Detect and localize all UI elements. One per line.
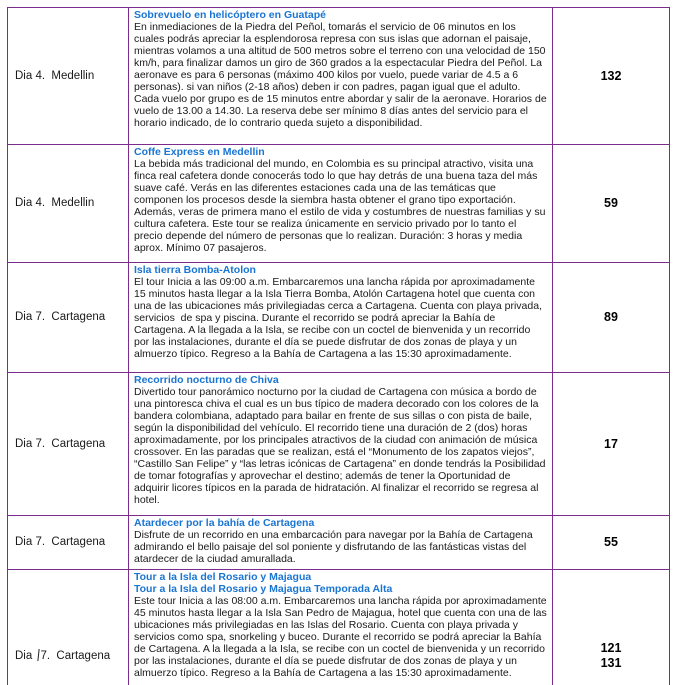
tour-description: Divertido tour panorámico nocturno por la ciudad de Cartagena con música a bordo de una pintoresca chiva el cual es un bus típico de madera decorado con los colores de la bandera colombiana, adaptado para bailar en frente de sus sillas o con pista de baile, según la disponibilidad del vehículo. El recorrido tiene una duración de 2 (dos) horas aproximadamente, por los principales atractivos de la ciudad con animación de música crossover. En las paradas que se realizan, está el “Monumento de los zapatos viejos”, “Castillo San Felipe” y “las letras icónicas de Cartagena” en donde tendrás la Posibilidad de tomar fotografías y aprovechar el destino; además de tener la Oportunidad de adquirir licores típicos en la parada de hidratación. Al finalizar el recorrido se regresa al hotel. [134, 386, 549, 506]
tour-title-link[interactable]: Coffe Express en Medellin [134, 146, 265, 158]
price-value: 59 [604, 196, 618, 210]
description-cell [129, 373, 553, 516]
day-label: Dia [15, 650, 36, 662]
description-cell [129, 263, 553, 373]
day-cell [8, 516, 129, 570]
day-cell [8, 145, 129, 263]
day-cell [8, 8, 129, 145]
price-cell [553, 263, 670, 373]
day-label: Dia 7. Cartagena [15, 311, 106, 323]
price-cell [553, 516, 670, 570]
description-cell [129, 516, 553, 570]
tour-title-link[interactable]: Isla tierra Bomba-Atolon [134, 264, 256, 276]
day-cell[interactable] [8, 570, 129, 685]
tour-description: En inmediaciones de la Piedra del Peñol, tomarás el servicio de 06 minutos en los cuales podrás apreciar la esplendorosa represa con sus islas que adornan el paisaje, mientras volamos a una altitud de 500 metros sobre el terreno con una velocidad de 150 km/h, para finalizar damos un giro de 360 grados a la espectacular Piedra del Peñol. La aeronave es para 6 personas (máximo 400 kilos por vuelo, puede variar de 4.5 a 6 personas). si van niños (2-18 años) deben ir con padres, pagan igual que el adulto. Cada vuelo por grupo es de 15 minutos entre abordar y salir de la aeronave. Horarios de vuelo de 13.00 a 14.30. La reserva debe ser mínimo 8 días antes del servicio para el horario indicado, de lo contrario queda sujeto a disponibilidad. [134, 21, 550, 129]
price-value: 132 [600, 68, 622, 83]
price-cell [553, 8, 670, 145]
table-row [8, 8, 670, 145]
tour-description: Este tour Inicia a las 08:00 a.m. Embarcaremos una lancha rápida por aproximadamente 45 minutos hasta llegar a la Isla San Pedro de Majagua, hotel que cuenta con una de las ubicaciones más privilegiadas en las Islas del Rosario. Cuenta con playa privada y servicios como spa, snorkeling y buceo. Durante el recorrido se podrá apreciar la Bahía de Cartagena. A la llegada a la Isla, se recibe con un coctel de bienvenida y un recorrido por las instalaciones, durante el día se puede disfrutar de dos zonas de playa y un almuerzo típico. Regreso a la Bahía de Cartagena a las 15:30 aproximadamente. [134, 595, 550, 679]
day-label: Dia 4. Medellin [15, 69, 95, 82]
tour-title-link[interactable]: Tour a la Isla del Rosario y Majagua [134, 571, 312, 583]
price-value: 55 [604, 535, 618, 549]
tour-description: Disfrute de un recorrido en una embarcación para navegar por la Bahía de Cartagena admirando el bello paisaje del sol poniente y disfrutando de las fantásticas vistas del atardecer de la ciudad amurallada. [134, 529, 536, 565]
description-cell [129, 145, 553, 263]
tour-title-link[interactable]: Tour a la Isla del Rosario y Majagua Temporada Alta [134, 583, 393, 595]
price-value: 121 [600, 641, 622, 655]
day-label: Dia 7. Cartagena [15, 437, 106, 450]
price-cell [553, 570, 670, 685]
day-cell [8, 373, 129, 516]
price-cell [553, 373, 670, 516]
table-row [8, 570, 670, 685]
tour-description: La bebida más tradicional del mundo, en Colombia es su principal atractivo, visita una finca real cafetera donde conocerás todo lo que hay detrás de una buena taza del más suave café. Verás en las diferentes estaciones cada una de las temáticas que componen los procesos desde la siembra hasta obtener el grano tipo exportación. Además, veras de primera mano el estilo de vida y costumbres de nuestras familias y su cultura cafetera. Este tour se realiza únicamente en servicio privado por lo tanto el precio depende del número de personas que lo realizan. Duración: 3 horas y media aprox. Mínimo 07 pasajeros. [134, 158, 549, 254]
price-value: 131 [600, 656, 622, 670]
price-cell [553, 145, 670, 263]
description-cell [129, 8, 553, 145]
table-row [8, 516, 670, 570]
price-value: 89 [604, 310, 618, 324]
tour-title-link[interactable]: Recorrido nocturno de Chiva [134, 374, 279, 386]
day-label: Dia 4. Medellin [15, 197, 95, 209]
table-row [8, 263, 670, 373]
price-value: 17 [604, 436, 618, 451]
description-cell [129, 570, 553, 685]
table-row [8, 373, 670, 516]
table-row [8, 145, 670, 263]
day-label: 7. Cartagena [40, 650, 111, 662]
day-cell [8, 263, 129, 373]
tour-title-link[interactable]: Atardecer por la bahía de Cartagena [134, 517, 315, 529]
tour-title-link[interactable]: Sobrevuelo en helicóptero en Guatapé [134, 9, 326, 21]
itinerary-table [7, 7, 670, 685]
day-label: Dia 7. Cartagena [15, 536, 106, 548]
tour-description: El tour Inicia a las 09:00 a.m. Embarcaremos una lancha rápida por aproximadamente 15 minutos hasta llegar a la Isla Tierra Bomba, Atolón Cartagena hotel que cuenta con una de las ubicaciones más privilegiadas cerca a Cartagena. Cuenta con playa privada, servicios de spa y piscina. Durante el recorrido se podrá apreciar la Bahía de Cartagena. A la llegada a la Isla, se recibe con un coctel de bienvenida y un recorrido por las instalaciones, durante el día se puede disfrutar de dos zonas de playa y un almuerzo típico. Regreso a la Bahía de Cartagena a las 15:30 aproximadamente. [134, 276, 545, 360]
